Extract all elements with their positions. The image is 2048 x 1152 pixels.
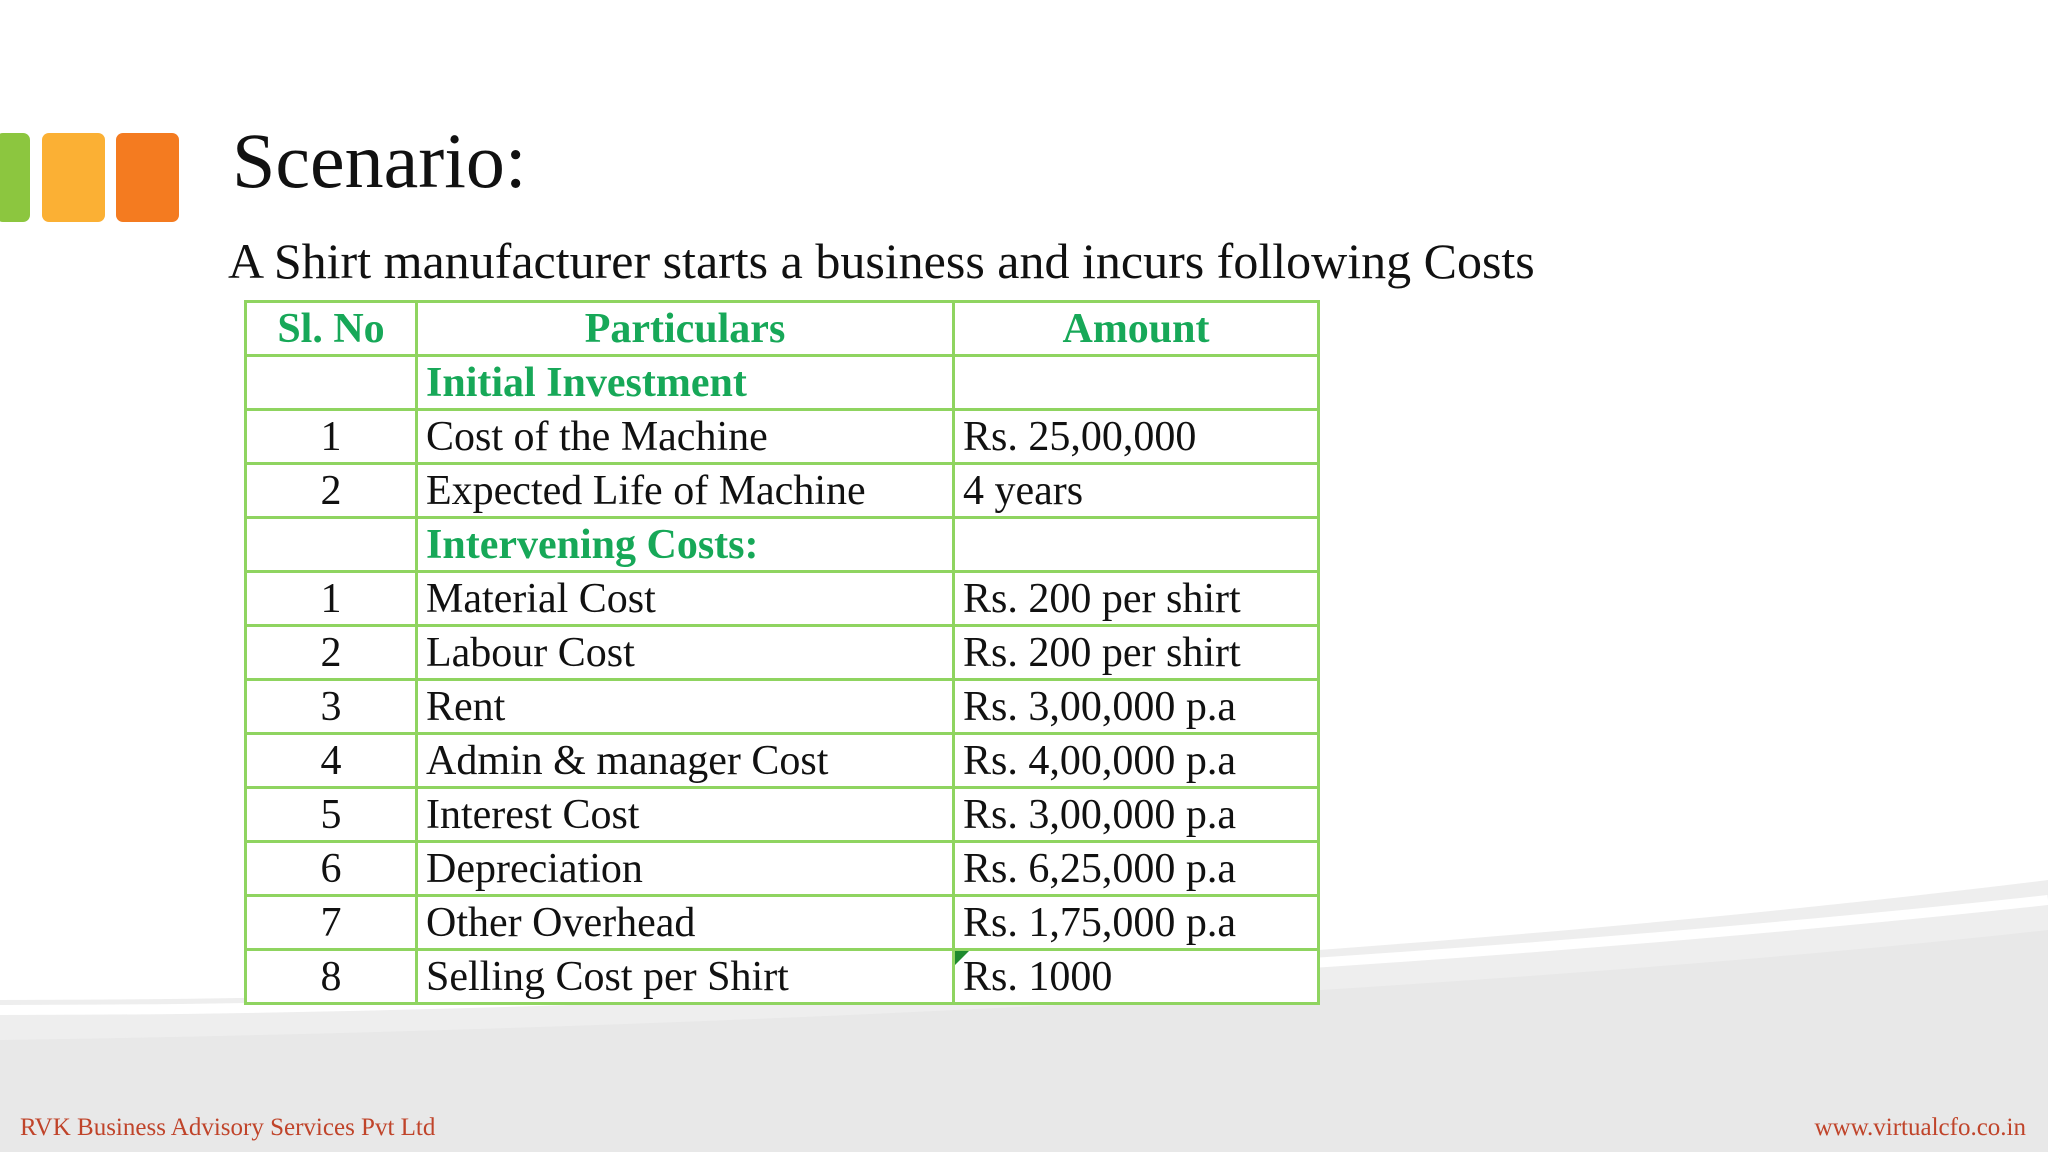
row-particular: Rent bbox=[417, 680, 954, 734]
row-amount: Rs. 3,00,000 p.a bbox=[954, 788, 1319, 842]
row-number: 8 bbox=[246, 950, 417, 1004]
row-amount: Rs. 1,75,000 p.a bbox=[954, 896, 1319, 950]
row-amount: Rs. 200 per shirt bbox=[954, 572, 1319, 626]
section-heading: Initial Investment bbox=[417, 356, 954, 410]
row-number bbox=[246, 518, 417, 572]
table-row bbox=[246, 572, 1319, 626]
row-amount: Rs. 200 per shirt bbox=[954, 626, 1319, 680]
row-particular: Selling Cost per Shirt bbox=[417, 950, 954, 1004]
row-number: 3 bbox=[246, 680, 417, 734]
slide-subtitle: A Shirt manufacturer starts a business and incurs following Costs bbox=[228, 233, 1535, 289]
row-number: 1 bbox=[246, 410, 417, 464]
row-particular: Expected Life of Machine bbox=[417, 464, 954, 518]
table-row bbox=[246, 950, 1319, 1004]
table-row bbox=[246, 680, 1319, 734]
row-number: 2 bbox=[246, 626, 417, 680]
row-number: 4 bbox=[246, 734, 417, 788]
row-particular: Material Cost bbox=[417, 572, 954, 626]
row-particular: Admin & manager Cost bbox=[417, 734, 954, 788]
yellow-block bbox=[42, 133, 105, 222]
table-row bbox=[246, 518, 1319, 572]
row-amount: 4 years bbox=[954, 464, 1319, 518]
table-row bbox=[246, 410, 1319, 464]
row-number: 7 bbox=[246, 896, 417, 950]
row-particular: Other Overhead bbox=[417, 896, 954, 950]
header-sl-no: Sl. No bbox=[246, 302, 417, 356]
row-amount: Rs. 3,00,000 p.a bbox=[954, 680, 1319, 734]
row-particular: Depreciation bbox=[417, 842, 954, 896]
header-amount: Amount bbox=[954, 302, 1319, 356]
footer-company: RVK Business Advisory Services Pvt Ltd bbox=[20, 1114, 436, 1141]
section-heading: Intervening Costs: bbox=[417, 518, 954, 572]
row-amount bbox=[954, 518, 1319, 572]
row-number: 6 bbox=[246, 842, 417, 896]
table-row bbox=[246, 626, 1319, 680]
green-block bbox=[0, 133, 30, 222]
table-header-row bbox=[246, 302, 1319, 356]
row-amount bbox=[954, 356, 1319, 410]
row-number: 1 bbox=[246, 572, 417, 626]
row-amount: Rs. 6,25,000 p.a bbox=[954, 842, 1319, 896]
row-amount-cell bbox=[954, 950, 1319, 1004]
row-amount: Rs. 25,00,000 bbox=[954, 410, 1319, 464]
row-particular: Cost of the Machine bbox=[417, 410, 954, 464]
row-particular: Labour Cost bbox=[417, 626, 954, 680]
table-row bbox=[246, 788, 1319, 842]
row-number: 5 bbox=[246, 788, 417, 842]
header-particulars: Particulars bbox=[417, 302, 954, 356]
table-row bbox=[246, 896, 1319, 950]
row-number bbox=[246, 356, 417, 410]
footer-website[interactable]: www.virtualcfo.co.in bbox=[1814, 1114, 2026, 1141]
table-row bbox=[246, 356, 1319, 410]
row-number: 2 bbox=[246, 464, 417, 518]
table-row bbox=[246, 734, 1319, 788]
row-particular: Interest Cost bbox=[417, 788, 954, 842]
cell-comment-marker bbox=[955, 951, 969, 965]
table-row bbox=[246, 842, 1319, 896]
table-row bbox=[246, 464, 1319, 518]
row-amount: Rs. 1000 bbox=[963, 953, 1113, 1000]
cost-table bbox=[244, 300, 1320, 1005]
orange-block bbox=[116, 133, 179, 222]
row-amount: Rs. 4,00,000 p.a bbox=[954, 734, 1319, 788]
slide-title: Scenario: bbox=[232, 117, 527, 204]
